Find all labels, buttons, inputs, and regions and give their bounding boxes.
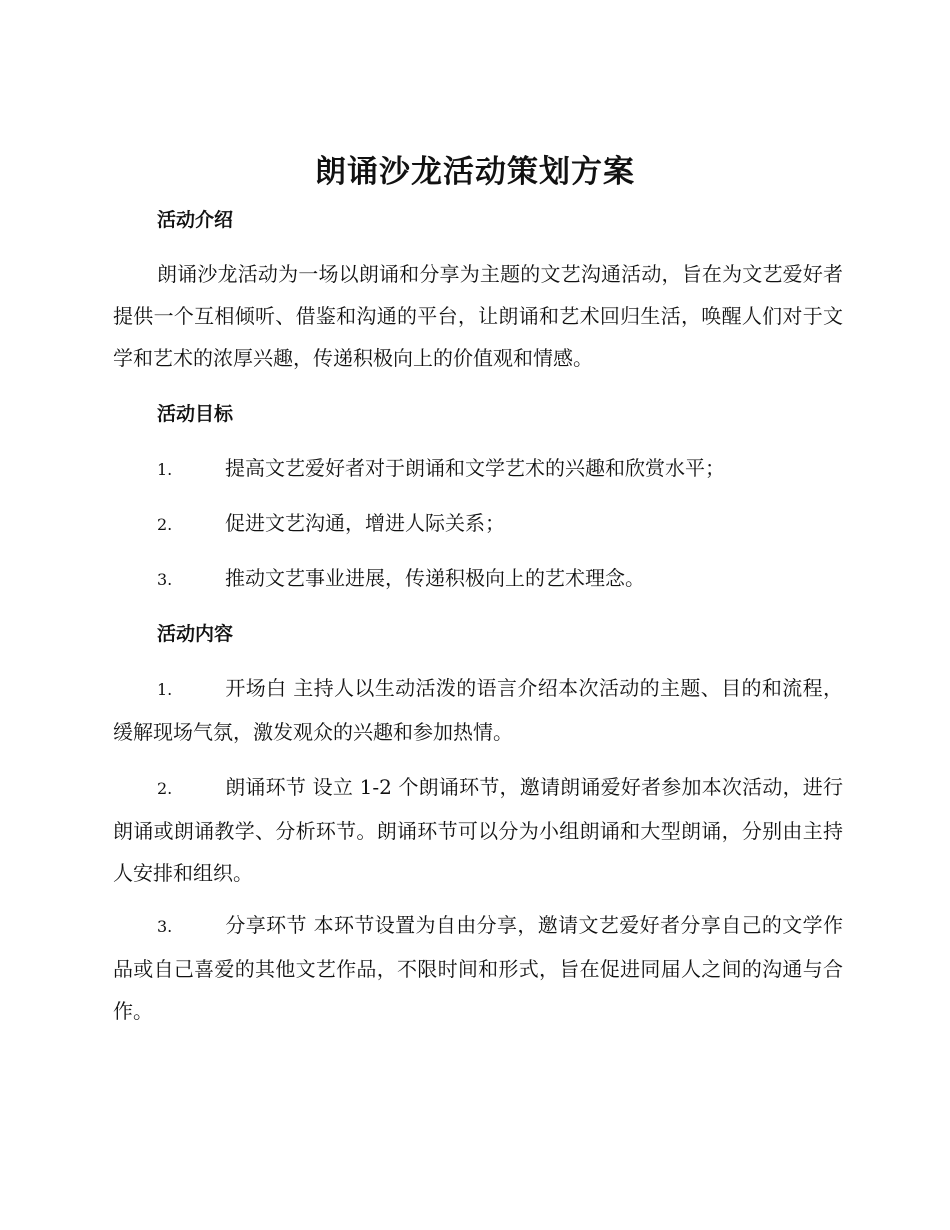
content-text: 开场白 主持人以生动活泼的语言介绍本次活动的主题、目的和流程，缓解现场气氛，激发观众的兴趣和参加热情。 bbox=[113, 676, 843, 744]
content-number: 1. bbox=[157, 680, 173, 699]
content-item bbox=[113, 766, 843, 894]
goal-number: 1. bbox=[157, 460, 173, 479]
content-item bbox=[113, 904, 843, 1032]
section-heading-intro: 活动介绍 bbox=[157, 209, 234, 231]
goal-number: 2. bbox=[157, 515, 173, 534]
section-heading-goals: 活动目标 bbox=[157, 403, 234, 425]
goal-text: 推动文艺事业进展，传递积极向上的艺术理念。 bbox=[225, 566, 645, 590]
content-text: 分享环节 本环节设置为自由分享，邀请文艺爱好者分享自己的文学作品或自己喜爱的其他文艺作品，不限时间和形式，旨在促进同届人之间的沟通与合作。 bbox=[113, 913, 843, 1023]
content-number: 3. bbox=[157, 917, 173, 936]
intro-paragraph: 朗诵沙龙活动为一场以朗诵和分享为主题的文艺沟通活动，旨在为文艺爱好者提供一个互相倾听、借鉴和沟通的平台，让朗诵和艺术回归生活，唤醒人们对于文学和艺术的浓厚兴趣，传递积极向上的价值观和情感。 bbox=[113, 262, 843, 370]
document-title: 朗诵沙龙活动策划方案 bbox=[315, 154, 635, 190]
section-heading-content: 活动内容 bbox=[157, 623, 234, 645]
goal-item bbox=[113, 447, 843, 491]
content-text: 朗诵环节 设立 1-2 个朗诵环节，邀请朗诵爱好者参加本次活动，进行朗诵或朗诵教学、分析环节。朗诵环节可以分为小组朗诵和大型朗诵，分别由主持人安排和组织。 bbox=[113, 775, 843, 885]
goal-text: 促进文艺沟通，增进人际关系； bbox=[225, 511, 505, 535]
content-item bbox=[113, 667, 843, 753]
goal-number: 3. bbox=[157, 570, 173, 589]
content-number: 2. bbox=[157, 779, 173, 798]
goal-text: 提高文艺爱好者对于朗诵和文学艺术的兴趣和欣赏水平； bbox=[225, 456, 725, 480]
goal-item bbox=[113, 557, 843, 601]
goal-item bbox=[113, 502, 843, 546]
